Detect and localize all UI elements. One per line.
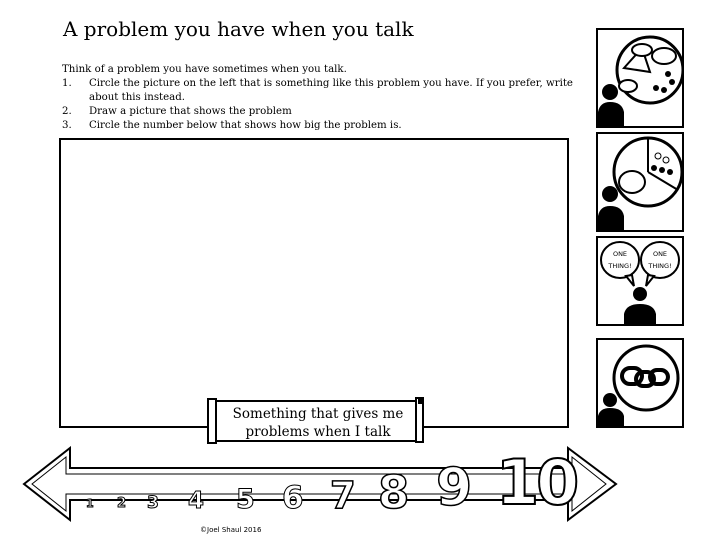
bubble-left-line2: THING!: [608, 262, 632, 270]
bubble-right-line2: THING!: [648, 262, 672, 270]
problem-picture-chain-link[interactable]: [596, 338, 684, 428]
pie-chart-talk-share-icon: [598, 134, 682, 230]
step-number: 2.: [62, 106, 72, 117]
label-scroll: [206, 397, 424, 444]
scale-number-6[interactable]: 6: [282, 480, 304, 516]
problem-size-scale: [20, 446, 620, 536]
step-text: Circle the picture on the left that is something like this problem you have. If you prefer, write about this instead.: [89, 78, 573, 103]
step-number: 1.: [62, 78, 72, 89]
problem-picture-pie-share[interactable]: [596, 132, 684, 232]
instruction-step: [62, 105, 582, 119]
scale-number-9[interactable]: 9: [436, 458, 473, 518]
scale-number-10[interactable]: 10: [496, 446, 577, 519]
instruction-step: [62, 77, 582, 105]
scale-number-8[interactable]: 8: [378, 466, 410, 519]
drawing-area[interactable]: [59, 138, 569, 428]
scale-number-2[interactable]: 2: [117, 496, 127, 511]
bubble-left-line1: ONE: [612, 250, 628, 258]
interrupting-speech-bubbles-icon: [598, 30, 682, 126]
problem-picture-one-thing[interactable]: [596, 236, 684, 326]
copyright-text: ©Joel Shaul 2016: [200, 526, 262, 534]
step-text: Circle the number below that shows how big the problem is.: [89, 120, 402, 131]
scroll-label: Something that gives me problems when I talk: [232, 406, 404, 440]
step-text: Draw a picture that shows the problem: [89, 106, 292, 117]
scale-number-4[interactable]: 4: [188, 488, 205, 514]
scale-number-7[interactable]: 7: [330, 474, 356, 517]
chain-link-topic-icon: [598, 340, 682, 426]
scale-number-5[interactable]: 5: [236, 484, 255, 515]
intro-text: Think of a problem you have sometimes when you talk.: [62, 64, 347, 75]
instruction-list: [62, 77, 582, 133]
bubble-right-line1: ONE: [652, 250, 668, 258]
instruction-step: [62, 119, 582, 133]
page-title: A problem you have when you talk: [63, 17, 414, 41]
one-thing-bubbles-icon: [598, 238, 682, 324]
step-number: 3.: [62, 120, 72, 131]
problem-picture-interrupting[interactable]: [596, 28, 684, 128]
scale-number-1[interactable]: 1: [86, 497, 94, 510]
scale-number-3[interactable]: 3: [147, 493, 159, 513]
